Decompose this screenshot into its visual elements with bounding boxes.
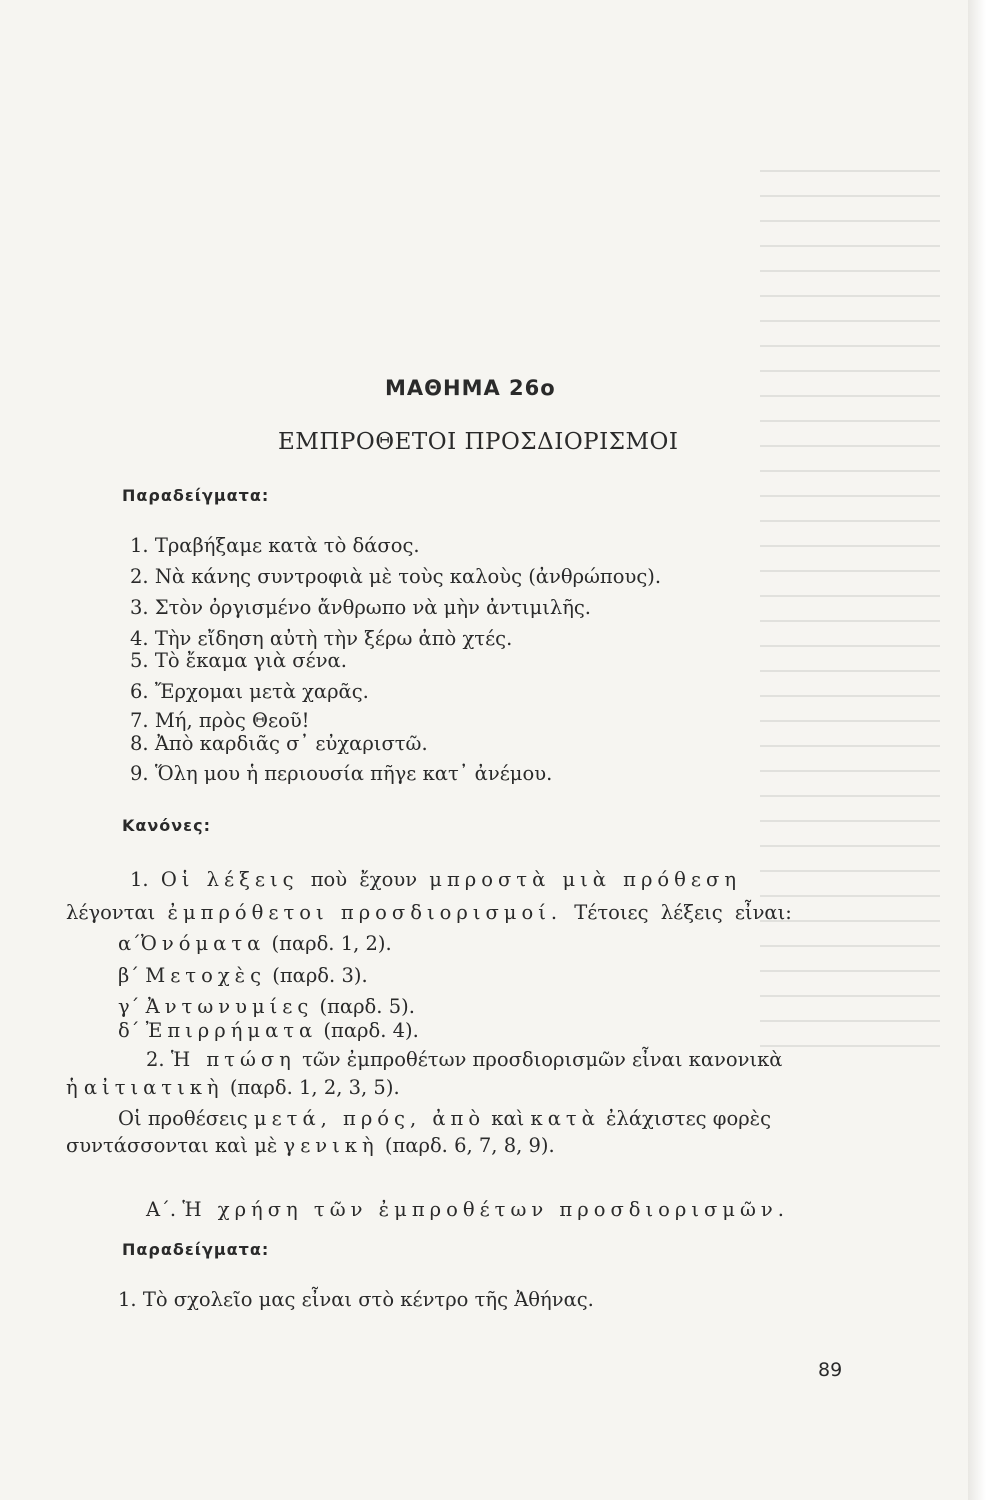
examples2-label: Παραδείγματα: xyxy=(122,1240,270,1259)
rule-1-line-2: λέγονται ἐμπρόθετοι προσδιορισμοί. Τέτοιες λέξεις εἶναι: xyxy=(66,901,792,924)
example-item: 5. Τὸ ἔκαμα γιὰ σένα. xyxy=(130,649,347,672)
example-item: 1. Τραβήξαμε κατὰ τὸ δάσος. xyxy=(130,534,420,557)
rule-1-line-1: 1. Οἱ λέξεις ποὺ ἔχουν μπροστὰ μιὰ πρόθεση xyxy=(130,868,742,891)
rule-3-line-2: συντάσσονται καὶ μὲ γενικὴ (παρδ. 6, 7, 8, 9). xyxy=(66,1134,555,1157)
rule-list-item: β΄ Μετοχὲς (παρδ. 3). xyxy=(118,964,368,987)
examples-label: Παραδείγματα: xyxy=(122,486,270,505)
example-item: 2. Νὰ κάνης συντροφιὰ μὲ τοὺς καλοὺς (ἀνθρώπους). xyxy=(130,565,662,588)
page-edge xyxy=(968,0,986,1500)
page-number: 89 xyxy=(818,1359,843,1381)
rule-list-item: δ΄ Ἐπιρρήματα (παρδ. 4). xyxy=(118,1019,419,1042)
rule-list-item: α΄Ὀνόματα (παρδ. 1, 2). xyxy=(118,932,392,955)
rule-list-item: γ΄ Ἀντωνυμίες (παρδ. 5). xyxy=(118,995,415,1018)
bleed-through-text xyxy=(760,170,940,1070)
rules-label: Κανόνες: xyxy=(122,816,211,835)
example-item: 3. Στὸν ὀργισμένο ἄνθρωπο νὰ μὴν ἀντιμιλῆς. xyxy=(130,596,592,619)
sub-heading: Α΄. Ἡ χρήση τῶν ἐμπροθέτων προσδιορισμῶν. xyxy=(146,1198,789,1221)
example-item: 6. Ἔρχομαι μετὰ χαρᾶς. xyxy=(130,680,369,703)
rule-2-line-2: ἡ αἰτιατικὴ (παρδ. 1, 2, 3, 5). xyxy=(66,1076,400,1099)
example-item: 7. Μή, πρὸς Θεοῦ! xyxy=(130,709,310,732)
lesson-title: ΜΑΘΗΜΑ 26ο xyxy=(385,376,556,400)
example-item: 4. Τὴν εἴδηση αὐτὴ τὴν ξέρω ἀπὸ χτές. xyxy=(130,627,513,650)
page-heading: ΕΜΠΡΟΘΕΤΟΙ ΠΡΟΣΔΙΟΡΙΣΜΟΙ xyxy=(278,429,679,455)
example-item: 9. Ὅλη μου ἡ περιουσία πῆγε κατ᾽ ἀνέμου. xyxy=(130,762,553,785)
example-item: 1. Τὸ σχολεῖο μας εἶναι στὸ κέντρο τῆς Ἀθήνας. xyxy=(118,1288,594,1311)
example-item: 8. Ἀπὸ καρδιᾶς σ᾽ εὐχαριστῶ. xyxy=(130,732,428,755)
rule-3-line-1: Οἱ προθέσεις μετά, πρός, ἀπὸ καὶ κατὰ ἐλάχιστες φορὲς xyxy=(118,1107,772,1130)
rule-2-line-1: 2. Ἡ πτώση τῶν ἐμπροθέτων προσδιορισμῶν εἶναι κανονικὰ xyxy=(146,1048,783,1071)
